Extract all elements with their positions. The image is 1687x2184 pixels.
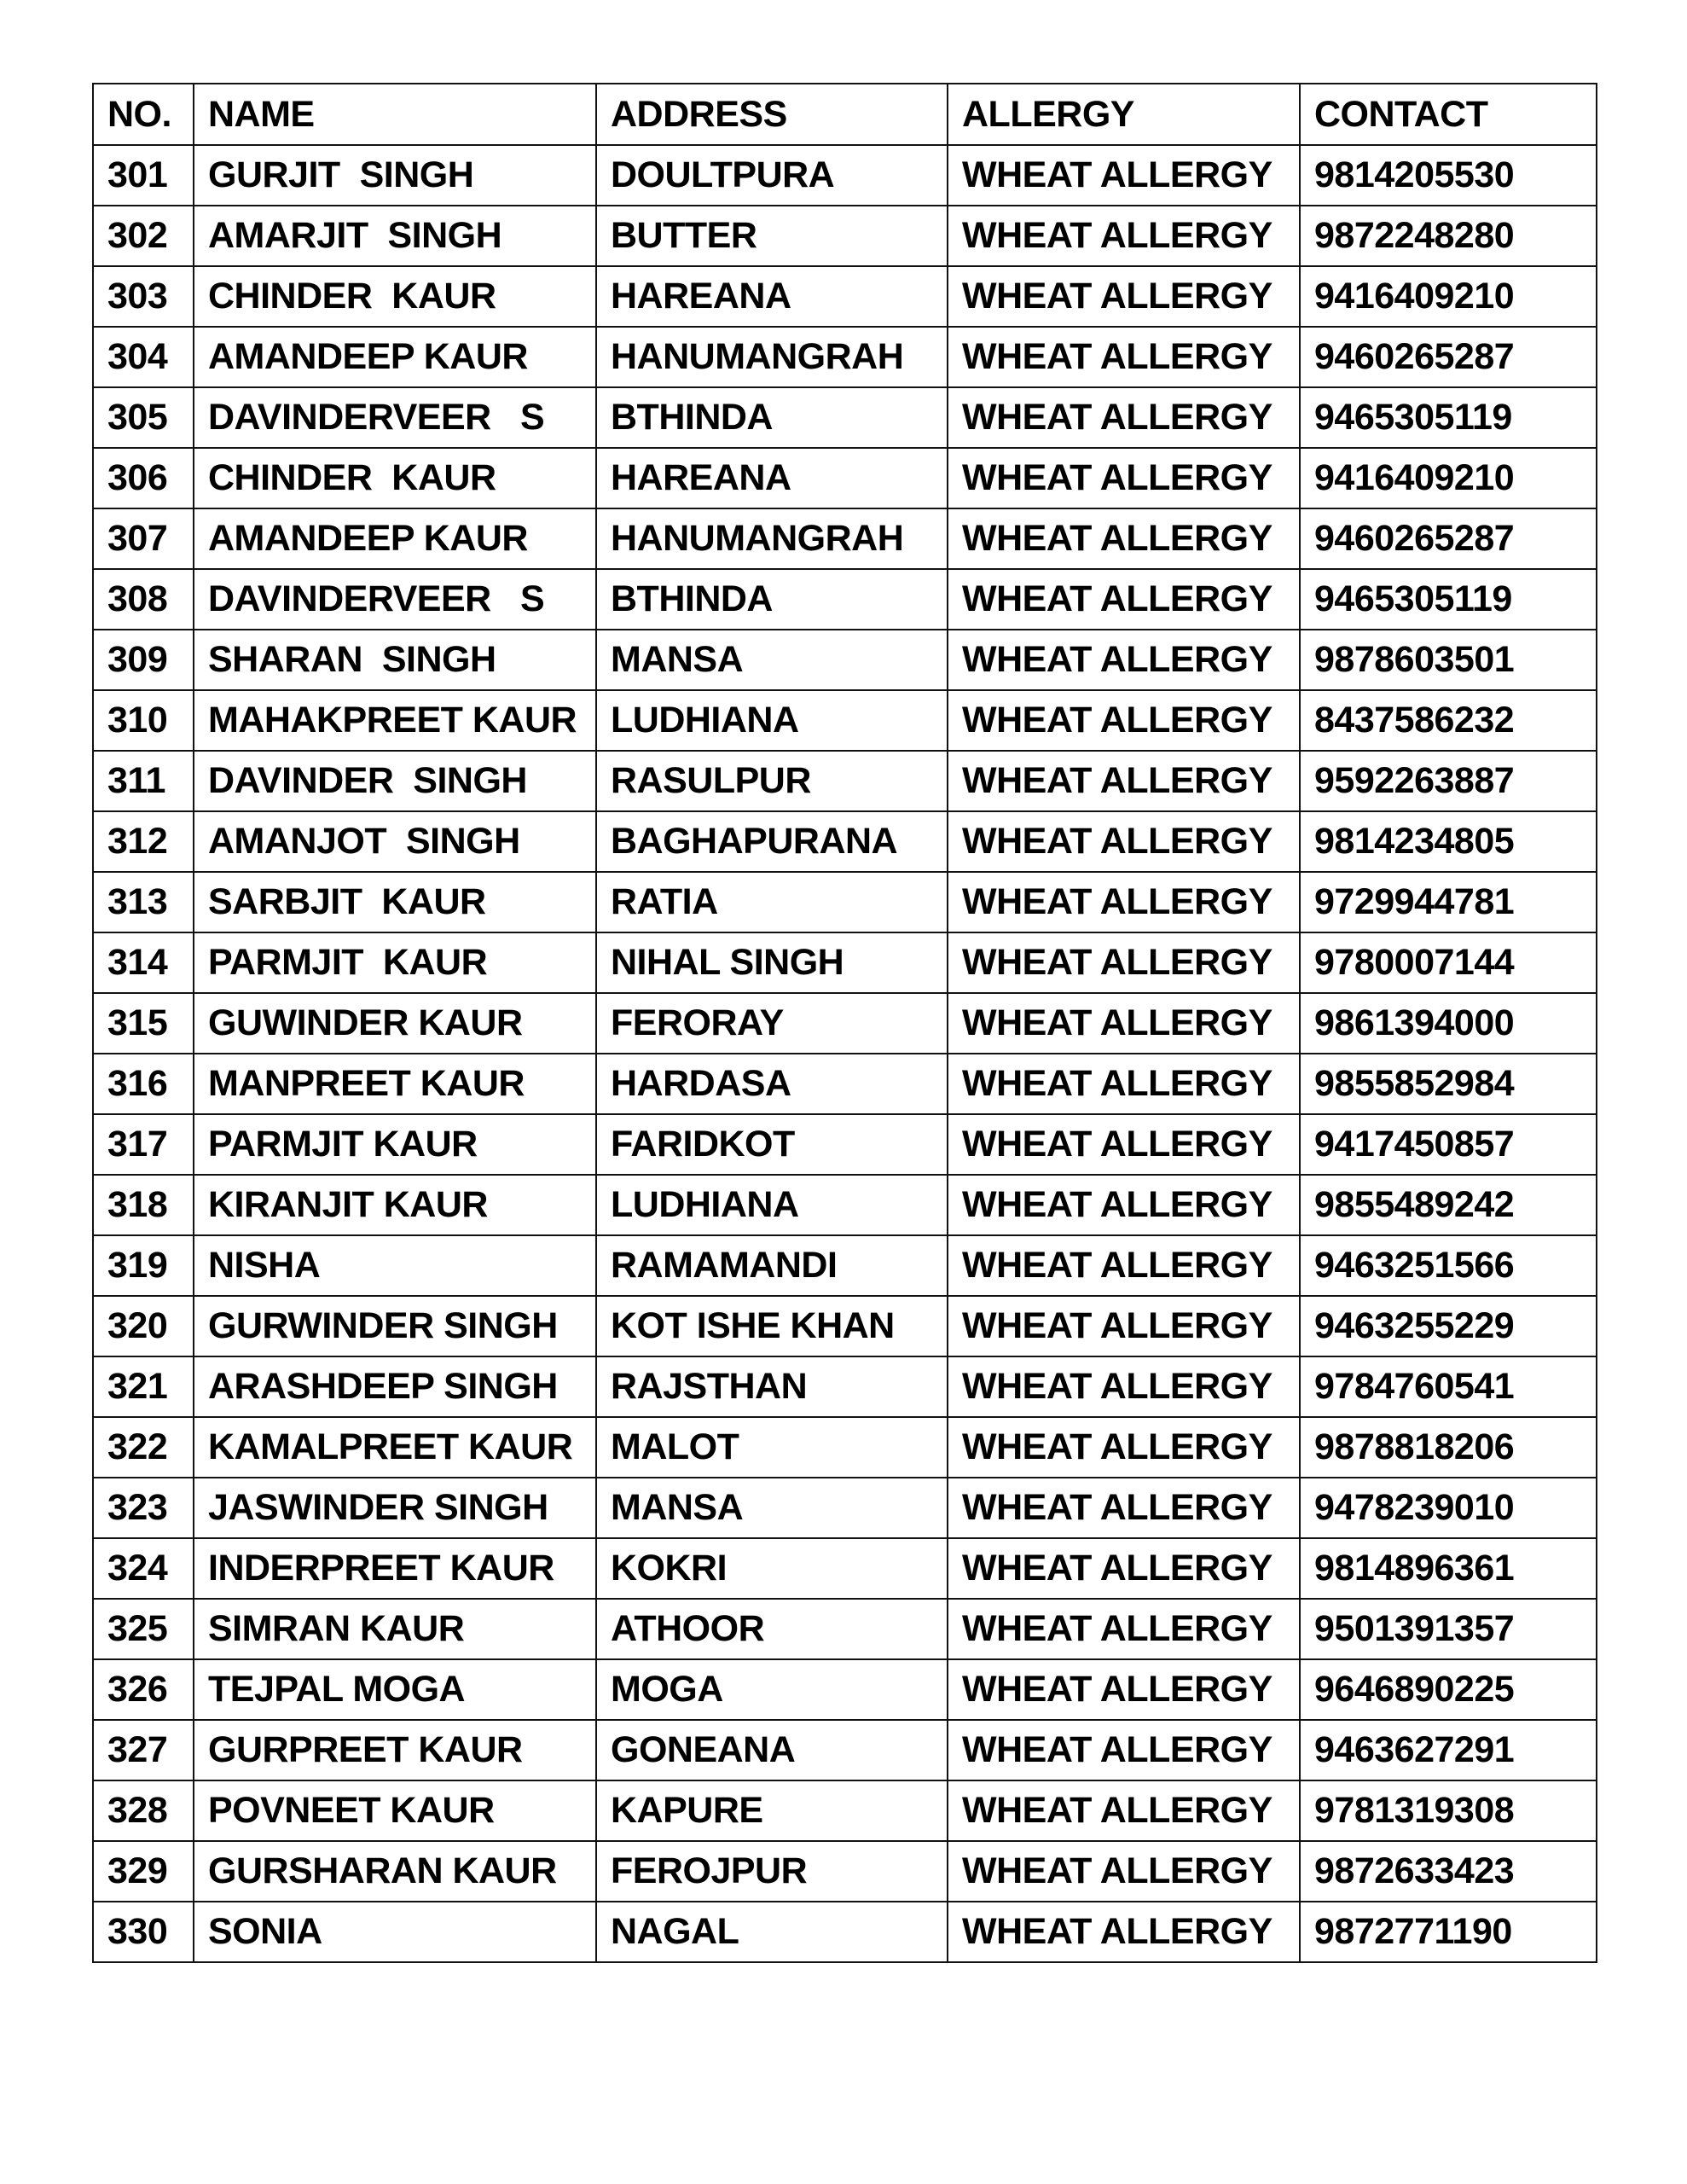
cell-no: 322 (93, 1417, 194, 1478)
table-row (93, 266, 1597, 327)
cell-no: 314 (93, 932, 194, 993)
cell-address: RASULPUR (596, 751, 948, 811)
header-name: NAME (194, 84, 596, 145)
cell-no: 312 (93, 811, 194, 872)
cell-contact: 9872248280 (1300, 206, 1597, 266)
cell-contact: 9855489242 (1300, 1175, 1597, 1235)
cell-name: GURWINDER SINGH (194, 1296, 596, 1356)
cell-contact: 9463251566 (1300, 1235, 1597, 1296)
table-row (93, 145, 1597, 206)
cell-name: GURPREET KAUR (194, 1720, 596, 1780)
cell-contact: 9878818206 (1300, 1417, 1597, 1478)
cell-no: 328 (93, 1780, 194, 1841)
table-row (93, 993, 1597, 1054)
table-row (93, 327, 1597, 387)
cell-no: 311 (93, 751, 194, 811)
cell-address: BAGHAPURANA (596, 811, 948, 872)
cell-allergy: WHEAT ALLERGY (948, 1356, 1300, 1417)
header-allergy: ALLERGY (948, 84, 1300, 145)
cell-no: 307 (93, 508, 194, 569)
cell-no: 327 (93, 1720, 194, 1780)
table-row (93, 569, 1597, 630)
cell-allergy: WHEAT ALLERGY (948, 1841, 1300, 1902)
cell-no: 326 (93, 1659, 194, 1720)
cell-no: 310 (93, 690, 194, 751)
cell-allergy: WHEAT ALLERGY (948, 508, 1300, 569)
cell-address: BUTTER (596, 206, 948, 266)
cell-allergy: WHEAT ALLERGY (948, 1114, 1300, 1175)
cell-name: DAVINDERVEER S (194, 569, 596, 630)
cell-no: 319 (93, 1235, 194, 1296)
cell-allergy: WHEAT ALLERGY (948, 1235, 1300, 1296)
cell-name: CHINDER KAUR (194, 448, 596, 508)
cell-name: PARMJIT KAUR (194, 1114, 596, 1175)
cell-contact: 9729944781 (1300, 872, 1597, 932)
cell-contact: 9878603501 (1300, 630, 1597, 690)
cell-name: JASWINDER SINGH (194, 1478, 596, 1538)
table-row (93, 206, 1597, 266)
cell-name: NISHA (194, 1235, 596, 1296)
cell-contact: 9861394000 (1300, 993, 1597, 1054)
table-row (93, 1054, 1597, 1114)
cell-contact: 9814205530 (1300, 145, 1597, 206)
document-page (92, 83, 1596, 1963)
table-row (93, 690, 1597, 751)
cell-address: KOT ISHE KHAN (596, 1296, 948, 1356)
cell-contact: 9784760541 (1300, 1356, 1597, 1417)
cell-address: RATIA (596, 872, 948, 932)
cell-no: 313 (93, 872, 194, 932)
cell-allergy: WHEAT ALLERGY (948, 206, 1300, 266)
cell-contact: 9478239010 (1300, 1478, 1597, 1538)
cell-name: INDERPREET KAUR (194, 1538, 596, 1599)
cell-allergy: WHEAT ALLERGY (948, 690, 1300, 751)
cell-allergy: WHEAT ALLERGY (948, 1902, 1300, 1962)
cell-no: 301 (93, 145, 194, 206)
cell-address: HANUMANGRAH (596, 508, 948, 569)
cell-allergy: WHEAT ALLERGY (948, 630, 1300, 690)
cell-allergy: WHEAT ALLERGY (948, 569, 1300, 630)
cell-name: DAVINDERVEER S (194, 387, 596, 448)
cell-name: SIMRAN KAUR (194, 1599, 596, 1659)
cell-no: 308 (93, 569, 194, 630)
cell-no: 324 (93, 1538, 194, 1599)
cell-allergy: WHEAT ALLERGY (948, 1538, 1300, 1599)
cell-no: 318 (93, 1175, 194, 1235)
cell-allergy: WHEAT ALLERGY (948, 872, 1300, 932)
table-row (93, 448, 1597, 508)
table-row (93, 508, 1597, 569)
cell-name: SARBJIT KAUR (194, 872, 596, 932)
cell-name: SONIA (194, 1902, 596, 1962)
header-address: ADDRESS (596, 84, 948, 145)
cell-name: KIRANJIT KAUR (194, 1175, 596, 1235)
cell-allergy: WHEAT ALLERGY (948, 993, 1300, 1054)
cell-no: 330 (93, 1902, 194, 1962)
cell-contact: 9646890225 (1300, 1659, 1597, 1720)
header-row (93, 84, 1597, 145)
cell-allergy: WHEAT ALLERGY (948, 387, 1300, 448)
cell-address: FEROJPUR (596, 1841, 948, 1902)
cell-contact: 9460265287 (1300, 508, 1597, 569)
table-row (93, 1902, 1597, 1962)
cell-allergy: WHEAT ALLERGY (948, 932, 1300, 993)
cell-no: 323 (93, 1478, 194, 1538)
cell-name: GURSHARAN KAUR (194, 1841, 596, 1902)
cell-name: AMANDEEP KAUR (194, 508, 596, 569)
table-row (93, 630, 1597, 690)
cell-contact: 9465305119 (1300, 387, 1597, 448)
cell-no: 302 (93, 206, 194, 266)
cell-contact: 9814896361 (1300, 1538, 1597, 1599)
cell-allergy: WHEAT ALLERGY (948, 266, 1300, 327)
table-row (93, 1478, 1597, 1538)
cell-address: MANSA (596, 1478, 948, 1538)
table-row (93, 1720, 1597, 1780)
cell-address: ATHOOR (596, 1599, 948, 1659)
cell-contact: 9463255229 (1300, 1296, 1597, 1356)
cell-address: BTHINDA (596, 387, 948, 448)
allergy-table (92, 83, 1597, 1963)
table-header (93, 84, 1597, 145)
cell-address: LUDHIANA (596, 690, 948, 751)
cell-allergy: WHEAT ALLERGY (948, 1659, 1300, 1720)
table-row (93, 1356, 1597, 1417)
cell-contact: 9855852984 (1300, 1054, 1597, 1114)
cell-address: RAMAMANDI (596, 1235, 948, 1296)
cell-address: FARIDKOT (596, 1114, 948, 1175)
cell-address: LUDHIANA (596, 1175, 948, 1235)
table-row (93, 1841, 1597, 1902)
cell-allergy: WHEAT ALLERGY (948, 751, 1300, 811)
table-row (93, 1417, 1597, 1478)
cell-contact: 9416409210 (1300, 448, 1597, 508)
cell-name: GURJIT SINGH (194, 145, 596, 206)
table-row (93, 1296, 1597, 1356)
cell-address: NAGAL (596, 1902, 948, 1962)
table-row (93, 1780, 1597, 1841)
cell-no: 321 (93, 1356, 194, 1417)
cell-no: 317 (93, 1114, 194, 1175)
table-row (93, 1659, 1597, 1720)
cell-name: MANPREET KAUR (194, 1054, 596, 1114)
cell-no: 309 (93, 630, 194, 690)
cell-address: RAJSTHAN (596, 1356, 948, 1417)
cell-address: GONEANA (596, 1720, 948, 1780)
cell-contact: 9463627291 (1300, 1720, 1597, 1780)
cell-allergy: WHEAT ALLERGY (948, 1175, 1300, 1235)
cell-address: KAPURE (596, 1780, 948, 1841)
table-row (93, 1175, 1597, 1235)
cell-address: HARDASA (596, 1054, 948, 1114)
cell-contact: 9872771190 (1300, 1902, 1597, 1962)
cell-address: HAREANA (596, 266, 948, 327)
cell-no: 303 (93, 266, 194, 327)
cell-address: BTHINDA (596, 569, 948, 630)
table-row (93, 751, 1597, 811)
table-body (93, 145, 1597, 1962)
cell-no: 325 (93, 1599, 194, 1659)
cell-allergy: WHEAT ALLERGY (948, 1417, 1300, 1478)
header-contact: CONTACT (1300, 84, 1597, 145)
cell-allergy: WHEAT ALLERGY (948, 145, 1300, 206)
cell-no: 305 (93, 387, 194, 448)
cell-contact: 9814234805 (1300, 811, 1597, 872)
cell-contact: 8437586232 (1300, 690, 1597, 751)
table-row (93, 1538, 1597, 1599)
cell-name: PARMJIT KAUR (194, 932, 596, 993)
cell-no: 329 (93, 1841, 194, 1902)
cell-address: FERORAY (596, 993, 948, 1054)
cell-contact: 9872633423 (1300, 1841, 1597, 1902)
cell-name: GUWINDER KAUR (194, 993, 596, 1054)
cell-allergy: WHEAT ALLERGY (948, 327, 1300, 387)
cell-name: AMANDEEP KAUR (194, 327, 596, 387)
cell-no: 315 (93, 993, 194, 1054)
cell-name: AMARJIT SINGH (194, 206, 596, 266)
cell-address: MOGA (596, 1659, 948, 1720)
table-row (93, 1235, 1597, 1296)
cell-name: POVNEET KAUR (194, 1780, 596, 1841)
cell-contact: 9592263887 (1300, 751, 1597, 811)
cell-no: 304 (93, 327, 194, 387)
table-row (93, 1599, 1597, 1659)
cell-allergy: WHEAT ALLERGY (948, 1599, 1300, 1659)
cell-no: 320 (93, 1296, 194, 1356)
cell-name: DAVINDER SINGH (194, 751, 596, 811)
cell-allergy: WHEAT ALLERGY (948, 1478, 1300, 1538)
table-row (93, 811, 1597, 872)
cell-address: DOULTPURA (596, 145, 948, 206)
cell-allergy: WHEAT ALLERGY (948, 448, 1300, 508)
header-no: NO. (93, 84, 194, 145)
cell-contact: 9780007144 (1300, 932, 1597, 993)
table-row (93, 932, 1597, 993)
cell-name: ARASHDEEP SINGH (194, 1356, 596, 1417)
cell-contact: 9417450857 (1300, 1114, 1597, 1175)
cell-contact: 9416409210 (1300, 266, 1597, 327)
cell-name: TEJPAL MOGA (194, 1659, 596, 1720)
cell-contact: 9465305119 (1300, 569, 1597, 630)
cell-name: CHINDER KAUR (194, 266, 596, 327)
table-row (93, 1114, 1597, 1175)
cell-address: MANSA (596, 630, 948, 690)
cell-allergy: WHEAT ALLERGY (948, 1720, 1300, 1780)
cell-name: AMANJOT SINGH (194, 811, 596, 872)
cell-no: 306 (93, 448, 194, 508)
cell-address: KOKRI (596, 1538, 948, 1599)
cell-address: HAREANA (596, 448, 948, 508)
table-row (93, 872, 1597, 932)
cell-contact: 9501391357 (1300, 1599, 1597, 1659)
table-row (93, 387, 1597, 448)
cell-address: MALOT (596, 1417, 948, 1478)
cell-name: MAHAKPREET KAUR (194, 690, 596, 751)
cell-contact: 9781319308 (1300, 1780, 1597, 1841)
cell-allergy: WHEAT ALLERGY (948, 1054, 1300, 1114)
cell-allergy: WHEAT ALLERGY (948, 1296, 1300, 1356)
cell-allergy: WHEAT ALLERGY (948, 1780, 1300, 1841)
cell-no: 316 (93, 1054, 194, 1114)
cell-contact: 9460265287 (1300, 327, 1597, 387)
cell-address: NIHAL SINGH (596, 932, 948, 993)
cell-name: SHARAN SINGH (194, 630, 596, 690)
cell-name: KAMALPREET KAUR (194, 1417, 596, 1478)
cell-allergy: WHEAT ALLERGY (948, 811, 1300, 872)
cell-address: HANUMANGRAH (596, 327, 948, 387)
